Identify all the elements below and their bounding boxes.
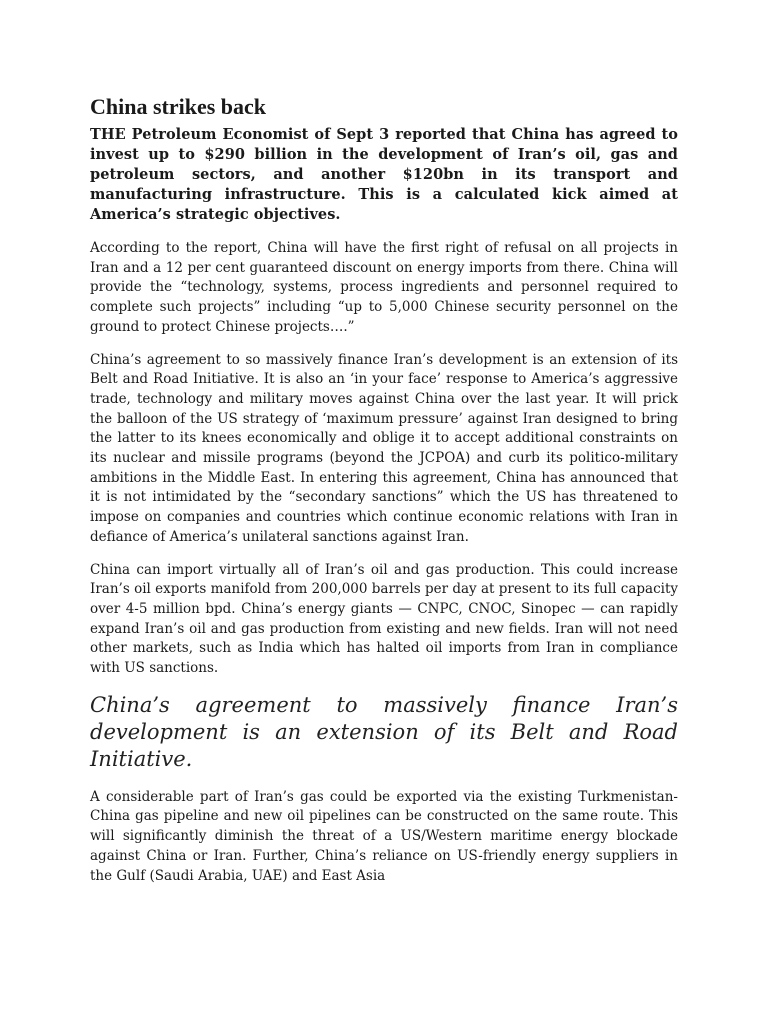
article-headline: China strikes back	[90, 94, 267, 119]
article-paragraph-4: A considerable part of Iran’s gas could be exported via the existing Turkmenistan-China gas pipeline and new oil pipelines can be constructed on the same route. This will significantly diminish the threat of a US/Western maritime energy blockade against China or Iran. Further, China’s reliance on US-friendly energy suppliers in the Gulf (Saudi Arabia, UAE) and East Asia	[90, 788, 678, 884]
article-pullquote: China’s agreement to massively finance Iran’s development is an extension of its Belt and Road Initiative.	[90, 692, 678, 771]
article-paragraph-1: According to the report, China will have the first right of refusal on all projects in Iran and a 12 per cent guaranteed discount on energy imports from there. China will provide the “technology, systems, process ingredients and personnel required to complete such projects” including “up to 5,000 Chinese security personnel on the ground to protect Chinese projects….”	[90, 240, 678, 335]
article-lede: THE Petroleum Economist of Sept 3 reported that China has agreed to invest up to $290 billion in the development of Iran’s oil, gas and petroleum sectors, and another $120bn in its transport and manufacturing infrastructure. This is a calculated kick aimed at America’s strategic objectives.	[90, 126, 678, 223]
article	[90, 94, 678, 899]
article-paragraph-2: China’s agreement to so massively finance Iran’s development is an extension of its Belt and Road Initiative. It is also an ‘in your face’ response to America’s aggressive trade, technology and military moves against China over the last year. It will prick the balloon of the US strategy of ‘maximum pressure’ against Iran designed to bring the latter to its knees economically and oblige it to accept additional constraints on its nuclear and missile programs (beyond the JCPOA) and curb its politico-military ambitions in the Middle East. In entering this agreement, China has announced that it is not intimidated by the “secondary sanctions” which the US has threatened to impose on companies and countries which continue economic relations with Iran in defiance of America’s unilateral sanctions against Iran.	[90, 351, 678, 545]
article-paragraph-3: China can import virtually all of Iran’s oil and gas production. This could increase Iran’s oil exports manifold from 200,000 barrels per day at present to its full capacity over 4-5 million bpd. China’s energy giants — CNPC, CNOC, Sinopec — can rapidly expand Iran’s oil and gas production from existing and new fields. Iran will not need other markets, such as India which has halted oil imports from Iran in compliance with US sanctions.	[90, 561, 678, 677]
